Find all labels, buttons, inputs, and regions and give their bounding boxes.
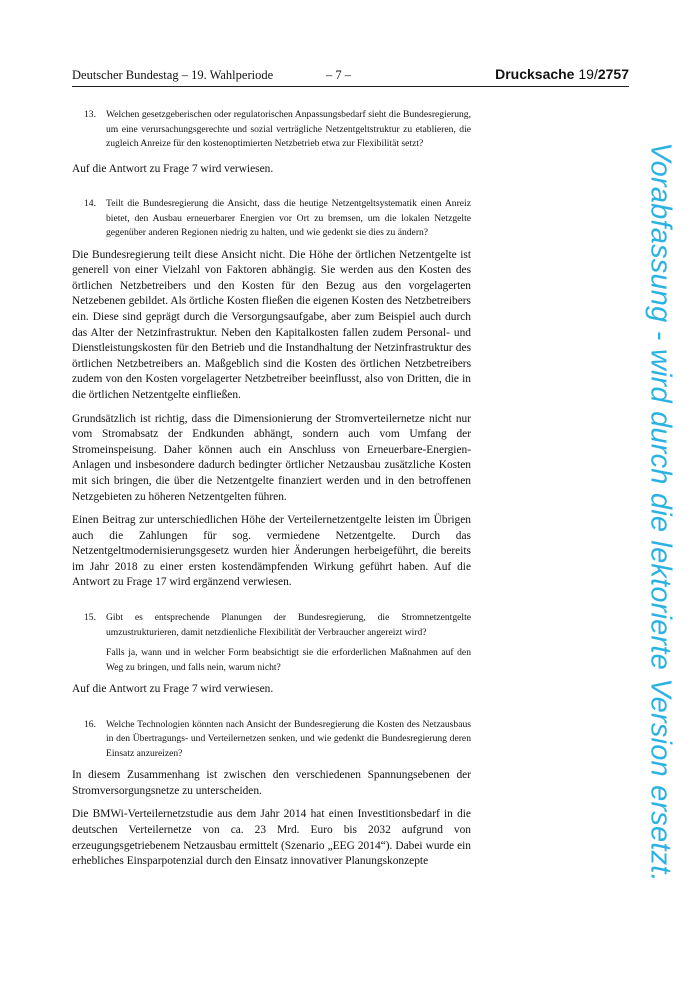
answer-13: Auf die Antwort zu Frage 7 wird verwiesen.: [72, 162, 274, 175]
drucksache-prefix: 19/: [574, 66, 598, 82]
question-subtext: Falls ja, wann und in welcher Form beabsichtigt sie die erforderlichen Maßnahmen auf den Weg zu bringen, und falls nein, warum nicht?: [106, 647, 471, 673]
question-number: 16.: [84, 718, 96, 730]
document-number: [495, 66, 629, 82]
question-14: [84, 197, 471, 241]
question-16: [84, 718, 471, 762]
question-text: Welchen gesetzgeberischen oder regulatorischen Anpassungsbedarf sieht die Bundesregierung, um eine verursachungsgerechte und sozial verträgliche Netzentgeltstruktur zu etablieren, die zugleich Anreize für den kostenoptimierten Netzbetrieb etwa zur Flexibilität setzt?: [106, 109, 471, 149]
question-13: [84, 108, 471, 152]
answer-14-paragraph-2: Grundsätzlich ist richtig, dass die Dimensionierung der Stromverteilernetze nicht nur vom Stromabsatz der Endkunden abhängt, sondern auch vom Umfang der Stromeinspeisung. Daher können auch ein Anschluss von Erneuerbare-Energien-Anlagen und insbesondere dadurch bedingter örtlicher Netzausbau zusätzliche Kosten mit sich bringen, die über die Netzentgelte finanziert werden und in den betroffenen Netzgebieten zu höheren Netzentgelten führen.: [72, 412, 471, 503]
question-number: 13.: [84, 109, 96, 120]
answer-14-paragraph-3: Einen Beitrag zur unterschiedlichen Höhe der Verteilernetzentgelte leisten im Übrigen auch die Zahlungen für sog. vermiedene Netzentgelte. Durch das Netzentgeltmodernisierungsgesetz wurden hier Änderungen herbeigeführt, die bereits im Jahr 2018 zu einer ersten kostendämpfenden Wirkung geführt haben. Auf die Antwort zu Frage 17 wird ergänzend verwiesen.: [72, 514, 471, 589]
question-number: 14.: [84, 198, 96, 210]
question-text: Gibt es entsprechende Planungen der Bundesregierung, die Stromnetzentgelte umzustrukturieren, damit netzdienliche Flexibilität der Verbraucher angereizt wird?: [106, 612, 471, 638]
question-number: 15.: [84, 612, 96, 624]
answer-15: Auf die Antwort zu Frage 7 wird verwiesen.: [72, 683, 274, 696]
question-text: Teilt die Bundesregierung die Ansicht, dass die heutige Netzentgeltsystematik einen Anreiz bietet, den Ausbau erneuerbarer Energien vor Ort zu bremsen, um die lokalen Netzgelte gegenüber anderen Regionen niedrig zu halten, und wie gedenkt sie dies zu ändern?: [106, 198, 471, 239]
question-text: Welche Technologien könnten nach Ansicht der Bundesregierung die Kosten des Netzausbaus in den Übertragungs- und Verteilernetzen senken, und wie gedenkt die Bundesregierung deren Einsatz anzureizen?: [106, 718, 471, 759]
question-15: [84, 611, 471, 675]
draft-watermark: Vorabfassung - wird durch die lektorierte Version ersetzt.: [644, 142, 677, 882]
header-parliament: Deutscher Bundestag – 19. Wahlperiode: [72, 68, 274, 82]
answer-16-paragraph-1: In diesem Zusammenhang ist zwischen den verschiedenen Spannungsebenen der Stromversorgungsnetze zu unterscheiden.: [72, 769, 471, 797]
answer-16-paragraph-2: Die BMWi-Verteilernetzstudie aus dem Jahr 2014 hat einen Investitionsbedarf in die deutschen Verteilernetze von ca. 23 Mrd. Euro bis 2032 aufgrund von erzeugungsgetriebenem Netzausbau ermittelt (Szenario „EEG 2014“). Dabei wurde ein erhebliches Einsparpotenzial durch den Einsatz innovativer Planungskonzepte: [72, 808, 471, 868]
answer-14-paragraph-1: Die Bundesregierung teilt diese Ansicht nicht. Die Höhe der örtlichen Netzentgelte ist generell von einer Vielzahl von Faktoren abhängig. Sie werden aus den Kosten des örtlichen Netzbetreibers und den Kosten für den Bezug aus den vorgelagerten Netzebenen gebildet. Als örtliche Kosten fließen die eigenen Kosten des Netzbetreibers ein. Diese sind geprägt durch die Versorgungsaufgabe, aber zum Beispiel auch durch das Alter der Netzinfrastruktur. Neben den Kapitalkosten fallen zudem Personal- und Dienstleistungskosten für den Betrieb und die Instandhaltung der Netzinfrastruktur des örtlichen Netzbetreibers an. Maßgeblich sind die Kosten des örtlichen Netzbetreibers zudem von den Kosten vorgelagerter Netzbetreiber beeinflusst, also von Dritten, die in die örtlichen Netzentgelte einfließen.: [72, 248, 471, 401]
page-body: [72, 108, 471, 870]
drucksache-number: 2757: [597, 66, 629, 82]
page-number: – 7 –: [326, 68, 351, 82]
drucksache-label: Drucksache: [495, 66, 575, 82]
page-header: [72, 66, 629, 87]
